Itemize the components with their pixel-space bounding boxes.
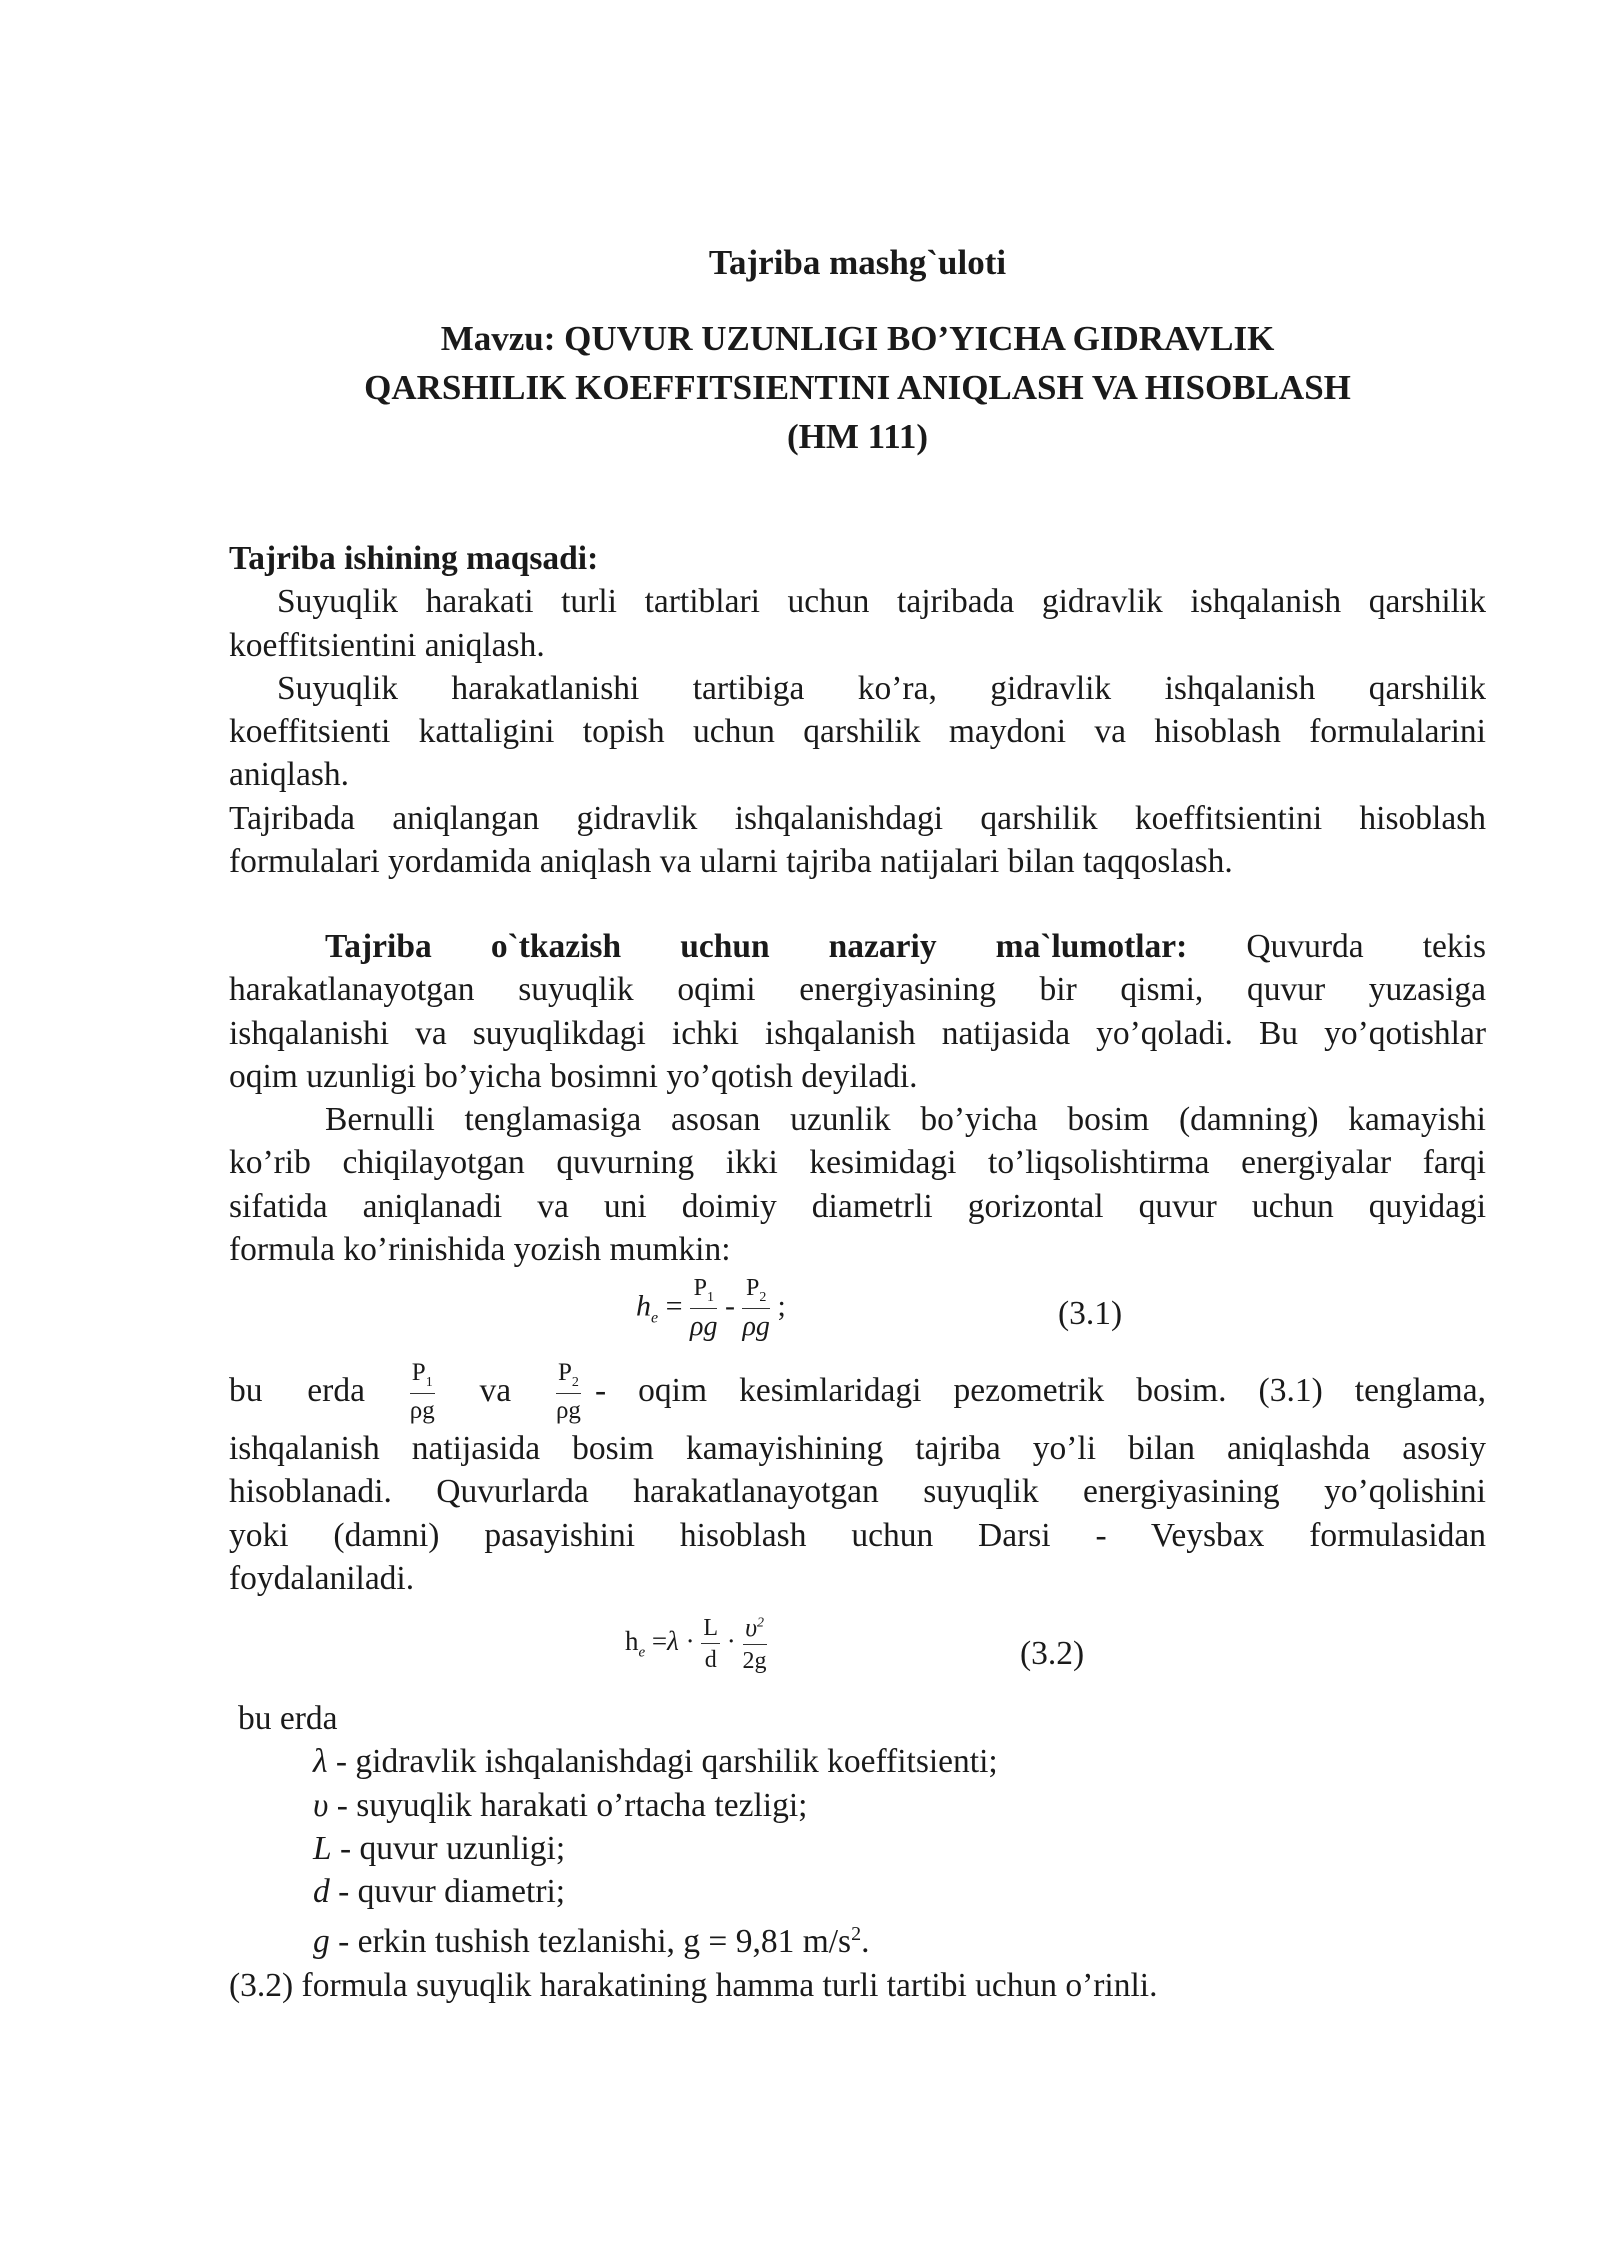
- eq2-num1: L: [701, 1616, 720, 1644]
- length-symbol: L: [313, 1829, 332, 1867]
- inline-num1: P: [411, 1358, 426, 1386]
- goal-p1-line2: koeffitsientini aniqlash.: [229, 626, 545, 664]
- eq1-den2: ρg: [742, 1310, 770, 1342]
- gravity-end: .: [861, 1923, 870, 1961]
- eq2-dot-1: ·: [685, 1626, 695, 1657]
- theory-p1-line1: [229, 925, 1486, 968]
- legend-item-diameter: [229, 1870, 1486, 1913]
- legend-item-velocity: [229, 1784, 1486, 1827]
- goal-p3-line2: formulalari yordamida aniqlash va ularni tajriba natijalari bilan taqqoslash.: [229, 843, 1233, 881]
- topic-line-1: Mavzu: QUVUR UZUNLIGI BO’YICHA GIDRAVLIK: [440, 319, 1275, 358]
- legend-section: [229, 1697, 1486, 2007]
- theory-section: [229, 925, 1486, 1271]
- goal-p2-line1: Suyuqlik harakatlanishi tartibiga ko’ra, gidravlik ishqalanish qarshilik: [277, 669, 1486, 707]
- inline-fraction-1: [410, 1360, 435, 1423]
- goal-heading: Tajriba ishining maqsadi:: [229, 540, 599, 577]
- eq1-num1-sub: 1: [706, 1289, 714, 1305]
- inline-fraction-2: [556, 1360, 581, 1423]
- inline-num1-sub: 1: [425, 1374, 433, 1390]
- lambda-symbol: λ: [313, 1743, 328, 1781]
- eq1-fraction-2: [742, 1276, 769, 1341]
- eq2-fraction-1: [701, 1616, 720, 1672]
- diameter-symbol: d: [313, 1873, 330, 1911]
- theory-p1-line3: ishqalanishi va suyuqlikdagi ichki ishqalanish natijasida yo’qoladi. Bu yo’qotishlar: [229, 1014, 1486, 1052]
- after-eq1-line2: ishqalanish natijasida bosim kamayishining tajriba yo’li bilan aniqlashda asosiy: [229, 1430, 1486, 1467]
- equation-3-2-number: (3.2): [1020, 1635, 1085, 1672]
- equation-3-1: [636, 1276, 786, 1341]
- theory-p2-line1: Bernulli tenglamasiga asosan uzunlik bo’yicha bosim (damning) kamayishi: [325, 1101, 1486, 1139]
- legend-item-lambda-text: - gidravlik ishqalanishdagi qarshilik koeffitsienti;: [327, 1743, 998, 1781]
- eq1-lhs-sub: e: [651, 1309, 659, 1327]
- goal-p2-line3: aniqlash.: [229, 756, 350, 794]
- eq1-equals: =: [665, 1289, 683, 1323]
- eq2-lhs: h: [625, 1626, 639, 1657]
- legend-item-length: [229, 1827, 1486, 1870]
- goal-section: [229, 537, 1486, 883]
- after-eq1-line1: [229, 1355, 1486, 1427]
- eq2-dot-2: ·: [726, 1626, 736, 1657]
- topic-heading: [229, 314, 1486, 461]
- word-bu: bu: [229, 1372, 263, 1410]
- eq1-minus: -: [724, 1289, 735, 1323]
- theory-heading: Tajriba o`tkazish uchun nazariy ma`lumotlar:: [325, 928, 1188, 965]
- eq2-den2: 2g: [742, 1648, 767, 1674]
- eq2-equals: =: [651, 1626, 668, 1657]
- upsilon-symbol: υ: [313, 1786, 329, 1824]
- goal-p2-line2: koeffitsienti kattaligini topish uchun qarshilik maydoni va hisoblash formulalarini: [229, 713, 1486, 751]
- legend-item-lambda: [229, 1740, 1486, 1783]
- eq1-num2: P: [746, 1275, 760, 1301]
- eq2-lambda: λ: [667, 1626, 679, 1657]
- after-eq1-line5: foydalaniladi.: [229, 1559, 415, 1597]
- theory-p2-line2: ko’rib chiqilayotgan quvurning ikki kesimidagi to’liqsolishtirma energiyalar farqi: [229, 1144, 1486, 1182]
- word-va: va: [479, 1372, 512, 1410]
- after-eq1-line4: yoki (damni) pasayishini hisoblash uchun Darsi - Veysbax formulasidan: [229, 1516, 1486, 1554]
- eq1-lhs: h: [636, 1289, 651, 1323]
- legend-item-diameter-text: - quvur diametri;: [329, 1873, 566, 1911]
- inline-num2-sub: 2: [571, 1374, 579, 1390]
- eq1-num1: P: [693, 1275, 707, 1301]
- legend-item-length-text: - quvur uzunligi;: [331, 1829, 566, 1867]
- eq1-den1: ρg: [690, 1310, 718, 1342]
- eq2-lhs-sub: e: [638, 1644, 646, 1661]
- legend-item-gravity: [229, 1913, 1486, 1963]
- equation-3-1-number: (3.1): [1058, 1295, 1123, 1332]
- topic-line-3: (HM 111): [787, 417, 928, 456]
- legend-closing: (3.2) formula suyuqlik harakatining hamma turli tartibi uchun o’rinli.: [229, 1966, 1158, 2004]
- eq1-semicolon: ;: [777, 1289, 786, 1323]
- gravity-unit-sup: 2: [851, 1923, 862, 1946]
- eq2-num2: υ: [745, 1613, 757, 1642]
- theory-p1-line2: harakatlanayotgan suyuqlik oqimi energiyasining bir qismi, quvur yuzasiga: [229, 971, 1486, 1009]
- theory-p2-line4: formula ko’rinishida yozish mumkin:: [229, 1231, 731, 1269]
- after-eq1-line1-rest: [556, 1360, 1486, 1423]
- legend-intro: bu erda: [238, 1700, 338, 1737]
- word-erda: erda: [307, 1372, 365, 1410]
- goal-p3-line1: Tajribada aniqlangan gidravlik ishqalanishdagi qarshilik koeffitsientini hisoblash: [229, 799, 1486, 837]
- eq1-fraction-1: [690, 1276, 717, 1341]
- eq1-num2-sub: 2: [759, 1289, 767, 1305]
- legend-item-velocity-text: - suyuqlik harakati o’rtacha tezligi;: [328, 1786, 808, 1824]
- after-eq1-section: [229, 1355, 1486, 1600]
- theory-p2-line3: sifatida aniqlanadi va uni doimiy diametrli gorizontal quvur uchun quyidagi: [229, 1187, 1486, 1225]
- goal-p1-line1: Suyuqlik harakati turli tartiblari uchun tajribada gidravlik ishqalanish qarshilik: [277, 583, 1486, 621]
- legend-item-gravity-text: - erkin tushish tezlanishi, g = 9,81 m/s: [329, 1923, 852, 1961]
- inline-den1: ρg: [409, 1396, 435, 1424]
- inline-num2: P: [557, 1358, 572, 1386]
- equation-3-2: [625, 1615, 767, 1673]
- gravity-symbol: g: [313, 1923, 330, 1961]
- theory-p1-line4: oqim uzunligi bo’yicha bosimni yo’qotish deyiladi.: [229, 1057, 918, 1095]
- topic-line-2: QARSHILIK KOEFFITSIENTINI ANIQLASH VA HISOBLASH: [364, 368, 1351, 407]
- eq2-num2-sup: 2: [757, 1615, 764, 1631]
- theory-p1-rest: Quvurda tekis: [1246, 928, 1486, 965]
- after-eq1-line3: hisoblanadi. Quvurlarda harakatlanayotgan suyuqlik energiyasining yo’qolishini: [229, 1473, 1486, 1511]
- eq2-fraction-2: [743, 1615, 767, 1673]
- inline-den2: ρg: [555, 1396, 581, 1424]
- after-eq1-rest: - oqim kesimlaridagi pezometrik bosim. (3.1) tenglama,: [594, 1372, 1486, 1410]
- eq2-den1: d: [704, 1647, 717, 1673]
- page-title: Tajriba mashg`uloti: [708, 243, 1007, 282]
